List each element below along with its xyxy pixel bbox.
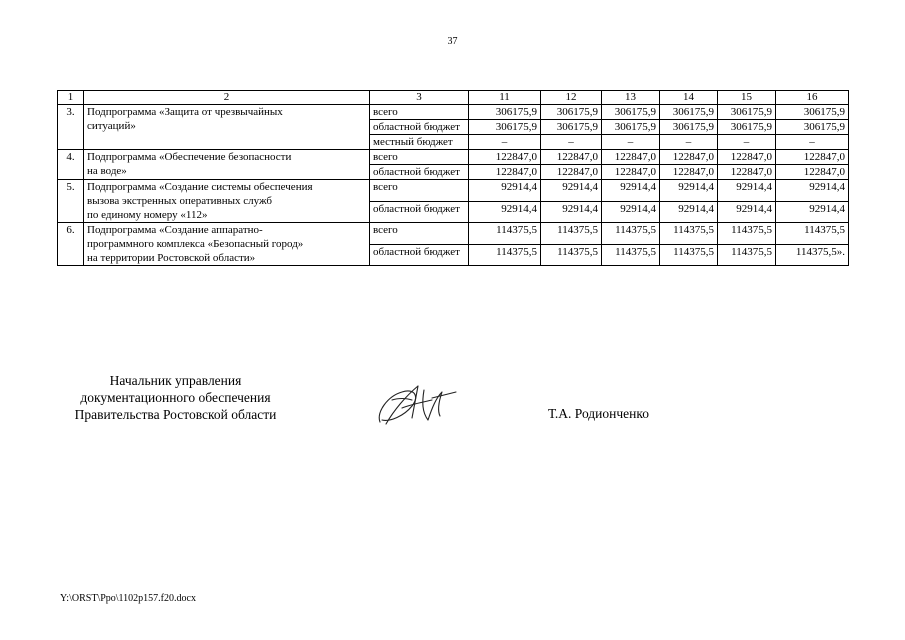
value-cell: 122847,0 (602, 165, 660, 180)
signer-position-line: Начальник управления (109, 373, 242, 388)
program-name-line: Подпрограмма «Создание аппаратно- (87, 224, 263, 236)
value-cell: 114375,5 (602, 244, 660, 266)
program-name-line: по единому номеру «112» (87, 209, 208, 221)
value-cell: 92914,4 (469, 180, 541, 202)
value-cell: 114375,5 (469, 244, 541, 266)
value-cell: 92914,4 (776, 201, 849, 223)
value-cell: 306175,9 (660, 105, 718, 120)
budget-table (57, 90, 849, 266)
program-name-line: Подпрограмма «Создание системы обеспечения (87, 181, 313, 193)
program-number-cell: 6. (58, 223, 84, 266)
value-cell: 122847,0 (541, 150, 602, 165)
value-cell: 306175,9 (541, 120, 602, 135)
header-cell: 11 (469, 91, 541, 105)
funding-source-cell: областной бюджет (370, 120, 469, 135)
funding-source-cell: всего (370, 105, 469, 120)
value-cell: 92914,4 (541, 201, 602, 223)
value-cell: 92914,4 (541, 180, 602, 202)
program-name-cell (84, 223, 370, 266)
table-row (58, 223, 849, 245)
handwritten-signature (372, 378, 460, 430)
funding-source-cell: всего (370, 180, 469, 202)
value-cell: 122847,0 (660, 165, 718, 180)
funding-source-cell: областной бюджет (370, 201, 469, 223)
program-name-line: вызова экстренных оперативных служб (87, 195, 273, 207)
value-cell: – (718, 135, 776, 150)
value-cell: 306175,9 (718, 105, 776, 120)
value-cell: 306175,9 (541, 105, 602, 120)
value-cell: – (776, 135, 849, 150)
value-cell: 92914,4 (660, 180, 718, 202)
header-cell: 14 (660, 91, 718, 105)
program-name-line: Подпрограмма «Обеспечение безопасности (87, 151, 292, 163)
value-cell: 114375,5 (541, 244, 602, 266)
value-cell: 122847,0 (718, 165, 776, 180)
value-cell: 122847,0 (469, 165, 541, 180)
value-cell: 92914,4 (718, 180, 776, 202)
value-cell: 306175,9 (602, 120, 660, 135)
signer-position-line: документационного обеспечения (80, 390, 271, 405)
value-cell: 114375,5 (660, 244, 718, 266)
value-cell: 122847,0 (718, 150, 776, 165)
value-cell: 92914,4 (469, 201, 541, 223)
table-row (58, 150, 849, 165)
funding-source-cell: всего (370, 223, 469, 245)
header-cell: 3 (370, 91, 469, 105)
value-cell: 306175,9 (660, 120, 718, 135)
program-number-cell: 4. (58, 150, 84, 180)
program-name-line: на воде» (87, 165, 127, 177)
budget-table-body (58, 91, 849, 266)
file-path: Y:\ORST\Ppo\1102p157.f20.docx (60, 593, 196, 604)
value-cell: 92914,4 (602, 201, 660, 223)
header-cell: 2 (84, 91, 370, 105)
value-cell: – (602, 135, 660, 150)
value-cell: 306175,9 (469, 105, 541, 120)
value-cell: 122847,0 (660, 150, 718, 165)
program-name-cell (84, 180, 370, 223)
program-name-line: Подпрограмма «Защита от чрезвычайных (87, 106, 283, 118)
value-cell: 92914,4 (660, 201, 718, 223)
page-number: 37 (447, 36, 458, 47)
value-cell: 122847,0 (541, 165, 602, 180)
value-cell: 306175,9 (776, 105, 849, 120)
funding-source-cell: всего (370, 150, 469, 165)
value-cell: 114375,5 (776, 223, 849, 245)
value-cell: 114375,5 (602, 223, 660, 245)
value-cell: 114375,5 (660, 223, 718, 245)
program-name-line: ситуаций» (87, 120, 136, 132)
program-name-cell (84, 150, 370, 180)
value-cell: 306175,9 (469, 120, 541, 135)
value-cell: – (541, 135, 602, 150)
header-cell: 13 (602, 91, 660, 105)
value-cell: 92914,4 (602, 180, 660, 202)
funding-source-cell: местный бюджет (370, 135, 469, 150)
program-name-line: программного комплекса «Безопасный город» (87, 238, 304, 250)
header-cell: 12 (541, 91, 602, 105)
signer-name: Т.А. Родионченко (548, 406, 649, 421)
value-cell: – (469, 135, 541, 150)
program-name-line: на территории Ростовской области» (87, 252, 256, 264)
value-cell: 114375,5 (718, 244, 776, 266)
program-number-cell: 5. (58, 180, 84, 223)
program-name-cell (84, 105, 370, 150)
value-cell: 114375,5 (541, 223, 602, 245)
value-cell: 114375,5 (718, 223, 776, 245)
signature-block (58, 372, 293, 423)
value-cell: 122847,0 (776, 150, 849, 165)
funding-source-cell: областной бюджет (370, 244, 469, 266)
value-cell: 92914,4 (776, 180, 849, 202)
value-cell: 306175,9 (718, 120, 776, 135)
header-cell: 16 (776, 91, 849, 105)
signer-position-line: Правительства Ростовской области (74, 407, 277, 422)
value-cell: 114375,5». (776, 244, 849, 266)
value-cell: 306175,9 (776, 120, 849, 135)
table-row (58, 180, 849, 202)
header-cell: 15 (718, 91, 776, 105)
value-cell: 122847,0 (776, 165, 849, 180)
value-cell: – (660, 135, 718, 150)
value-cell: 114375,5 (469, 223, 541, 245)
value-cell: 306175,9 (602, 105, 660, 120)
table-row (58, 105, 849, 120)
value-cell: 122847,0 (602, 150, 660, 165)
value-cell: 92914,4 (718, 201, 776, 223)
funding-source-cell: областной бюджет (370, 165, 469, 180)
program-number-cell: 3. (58, 105, 84, 150)
value-cell: 122847,0 (469, 150, 541, 165)
header-cell: 1 (58, 91, 84, 105)
table-header-row (58, 91, 849, 105)
